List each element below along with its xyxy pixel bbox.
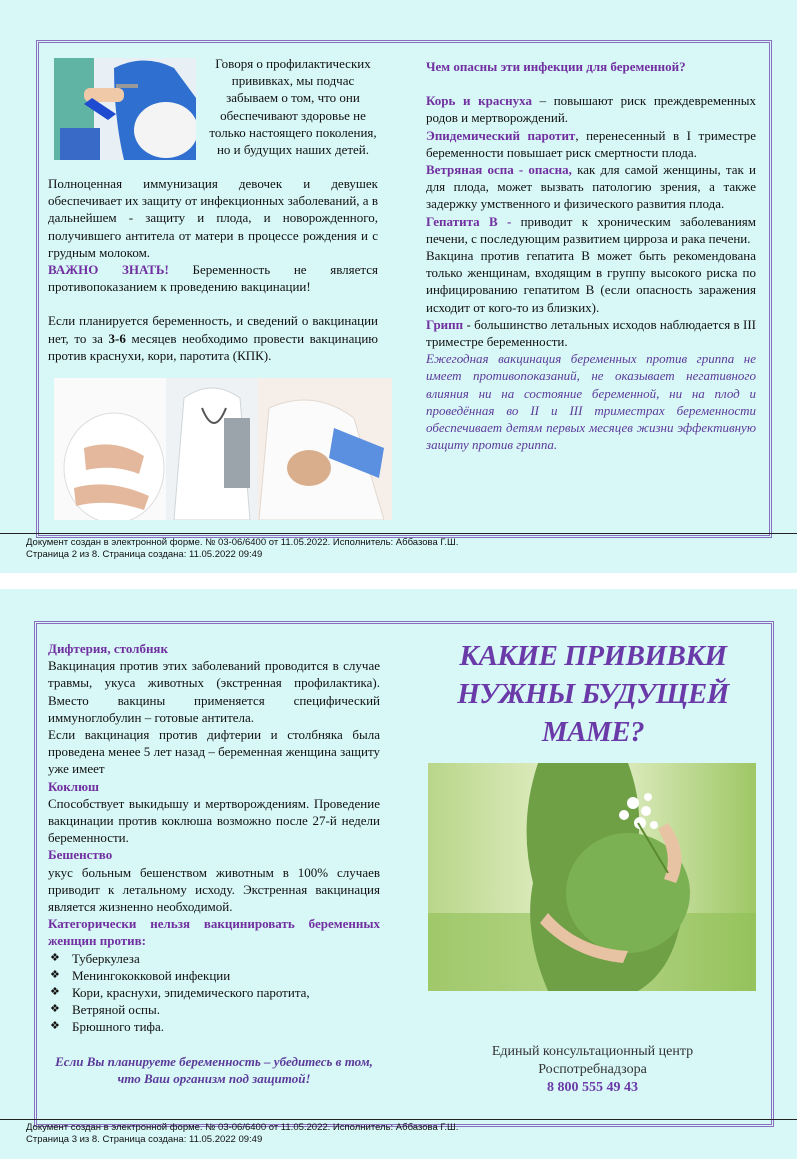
important-label: ВАЖНО ЗНАТЬ! [48,262,169,278]
mumps-text: , перенесенный в I триместре беременности повышает риск смертности плода. [426,127,756,160]
list-item: ❖ Кори, краснухи, эпидемического паротита, [48,984,380,1001]
pertussis-text: Способствует выкидышу и мертворождениям. Проведение вакцинации против коклюша возможно после 27-й недели беременности. [48,795,380,846]
page3-footer-line [0,1119,797,1120]
flu-italic-text: Ежегодная вакцинация беременных против гриппа не имеет противопоказаний, не оказывает негативного влияния ни на состояние беременной, ни на плод и проведённая во II и III триместрах беременности обеспечивает детям первых месяцев жизни эффективную защиту против гриппа. [426,351,756,453]
flu-paragraph [426,316,756,350]
diphtheria-label: Дифтерия, столбняк [48,641,168,656]
infections-title: Чем опасны эти инфекции для беременной? [426,59,686,74]
page-2 [0,0,797,573]
diphtheria-text: Вакцинация против этих заболеваний проводится в случае травмы, укуса животных (экстренная профилактика). Вместо вакцины применяется специфический иммуноглобулин – готовые антитела. [48,658,380,725]
page-gap [0,573,797,589]
center-line1: Единый консультационный центр [491,1044,694,1059]
mumps-label: Эпидемический паротит [426,127,576,143]
contact-block [430,1043,755,1097]
immunization-text: Полноценная иммунизация девочек и девушек обеспечивает их защиту от инфекционных заболеваний, а в дальнейшем - защиту и плода, и новорожденного, получившего антитела от матери в процессе рождения и с грудным молоком. [48,176,378,260]
page3-footer-line1: Документ создан в электронной форме. № 03-06/6400 от 11.05.2022. Исполнитель: Аббазова Г.Ш. [26,1122,459,1133]
page3-left-column [48,640,380,1087]
plan-after: месяцев необходимо провести вакцинацию против краснухи, кори, паротита (КПК). [48,330,378,363]
page2-right-column [426,58,756,453]
rabies-label: Бешенство [48,847,113,863]
hepb-paragraph [426,213,756,247]
page3-footer [26,1122,458,1146]
mumps-paragraph [426,127,756,161]
plan-paragraph [48,312,378,364]
page2-footer [26,537,458,561]
important-paragraph [48,261,378,295]
page3-footer-line2: Страница 3 из 8. Страница создана: 11.05.2022 09:49 [26,1134,263,1145]
list-item: ❖ Ветряной оспы. [48,1001,380,1018]
measles-paragraph [426,92,756,126]
hepb-vaccine-text: Вакцина против гепатита В может быть рекомендована только женщинам, входящим в группу высокого риска по инфицированию гепатитом В (если опасность заражения исходит от кого-то из близких). [426,248,756,315]
measles-label: Корь и краснуха [426,93,532,109]
flu-label: Грипп [426,316,464,332]
list-item: ❖ Менингококковой инфекции [48,967,380,984]
hepb-text: приводит к хроническим заболеваниям печени, с последующим развитием цирроза и рака печени. [426,213,757,246]
contraindications-title: Категорически нельзя вакцинировать беременных женщин против: [48,916,380,949]
hotline-phone[interactable]: 8 800 555 49 43 [547,1080,638,1095]
diphtheria-text2: Если вакцинация против дифтерии и столбняка была проведена менее 5 лет назад – беременная женщина защиту уже имеет [48,727,380,777]
page-3 [0,589,797,1159]
brochure-title: КАКИЕ ПРИВИВКИ НУЖНЫ БУДУЩЕЙ МАМЕ? [457,640,729,748]
chickenpox-text: как для самой женщины, так и для плода, может вызвать патологию зрения, а также задержку умственного и физического развития плода. [426,162,756,212]
contraindications-list [48,950,380,1036]
plan-months: 3-6 [108,330,126,346]
page2-footer-line1: Документ создан в электронной форме. № 03-06/6400 от 11.05.2022. Исполнитель: Аббазова Г.Ш. [26,537,459,548]
page2-footer-line [0,533,797,534]
chickenpox-label: Ветряная оспа - опасна, [426,162,572,178]
page2-left-column [48,175,378,364]
list-item: ❖ Брюшного тифа. [48,1018,380,1035]
center-line2: Роспотребнадзора [538,1062,647,1077]
photo-collage-pregnancy [54,378,392,520]
list-item: ❖ Туберкулеза [48,950,380,967]
photo-vaccination-pregnant [54,58,196,160]
chickenpox-paragraph [426,161,756,213]
photo-pregnant-woman-green [428,763,756,991]
page2-footer-line2: Страница 2 из 8. Страница создана: 11.05.2022 09:49 [26,549,263,560]
rabies-text: укус больным бешенством животным в 100% случаев приводит к летальному исходу. Экстренная вакцинация является жизненно необходимой. [48,864,380,915]
flu-text: - большинство летальных исходов наблюдается в III триместре беременности. [426,316,756,350]
pertussis-label: Коклюш [48,778,99,794]
page2-intro: Говоря о профилактических прививках, мы подчас забываем о том, что они обеспечивают здоровье не только настоящего поколения, но и будущих наших детей. [209,56,377,158]
measles-text: – повышают риск преждевременных родов и мертворождений. [426,93,756,126]
closing-text: Если Вы планируете беременность – убедитесь в том, что Ваш организм под защитой! [55,1053,373,1086]
plan-before: Если планируется беременность, и сведений о вакцинации нет, то за [48,313,378,346]
hepb-label: Гепатита В - [426,213,512,229]
important-text: Беременность не является противопоказанием к проведению вакцинации! [48,262,378,295]
